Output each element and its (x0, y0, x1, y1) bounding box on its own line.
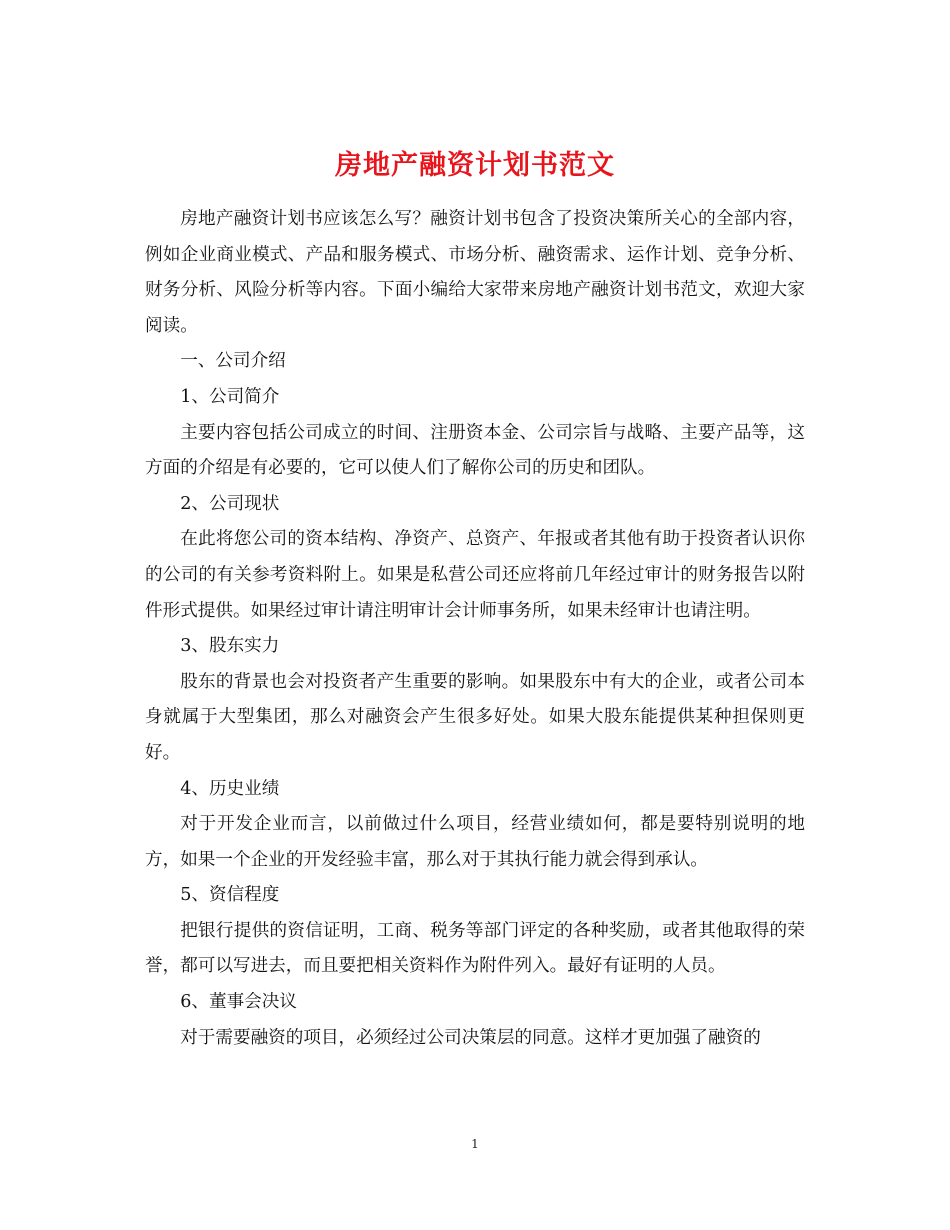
subheading-credit-standing: 5、资信程度 (180, 885, 280, 906)
subheading-track-record: 4、历史业绩 (180, 778, 280, 799)
section-heading-company-intro: 一、公司介绍 (180, 351, 286, 372)
subheading-company-status: 2、公司现状 (180, 493, 280, 514)
paragraph-board-resolution: 对于需要融资的项目，必须经过公司决策层的同意。这样才更加强了融资的 (180, 1027, 761, 1048)
paragraph-company-status: 在此将您公司的资本结构、净资产、总资产、年报或者其他有助于投资者认识你的公司的有关参考资料附上。如果是私营公司还应将前几年经过审计的财务报告以附件形式提供。如果经过审计请注明审计会计师事务所，如果未经审计也请注明。 (145, 529, 805, 621)
subheading-company-profile: 1、公司简介 (180, 386, 280, 407)
document-body (145, 202, 805, 1056)
paragraph-company-profile: 主要内容包括公司成立的时间、注册资本金、公司宗旨与战略、主要产品等，这方面的介绍是有必要的，它可以使人们了解你公司的历史和团队。 (145, 422, 805, 479)
subheading-board-resolution: 6、董事会决议 (180, 992, 297, 1013)
subheading-shareholder-strength: 3、股东实力 (180, 636, 280, 657)
page-number: 1 (471, 1137, 479, 1151)
paragraph-shareholder-strength: 股东的背景也会对投资者产生重要的影响。如果股东中有大的企业，或者公司本身就属于大型集团，那么对融资会产生很多好处。如果大股东能提供某种担保则更好。 (145, 671, 805, 763)
paragraph-credit-standing: 把银行提供的资信证明，工商、税务等部门评定的各种奖励，或者其他取得的荣誉，都可以写进去，而且要把相关资料作为附件列入。最好有证明的人员。 (145, 920, 805, 977)
paragraph-track-record: 对于开发企业而言，以前做过什么项目，经营业绩如何，都是要特别说明的地方，如果一个企业的开发经验丰富，那么对于其执行能力就会得到承认。 (145, 814, 805, 870)
intro-paragraph: 房地产融资计划书应该怎么写？融资计划书包含了投资决策所关心的全部内容，例如企业商业模式、产品和服务模式、市场分析、融资需求、运作计划、竞争分析、财务分析、风险分析等内容。下面小编给大家带来房地产融资计划书范文，欢迎大家阅读。 (145, 209, 805, 336)
document-title: 房地产融资计划书范文 (335, 150, 615, 182)
